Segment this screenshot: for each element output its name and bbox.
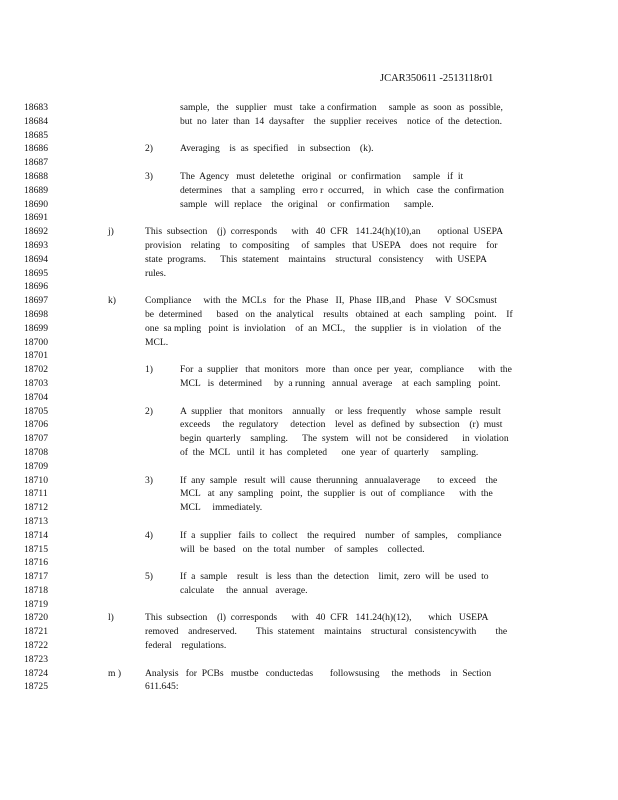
text-line (0, 211, 618, 225)
line-number: 18698 (24, 308, 48, 320)
line-number: 18699 (24, 322, 48, 334)
line-number: 18719 (24, 598, 48, 610)
text-line (0, 639, 618, 653)
text-line (0, 294, 618, 308)
line-number: 18687 (24, 157, 48, 169)
line-text: MCL is determined by a running annual average at each sampling point. (180, 377, 501, 389)
line-text: state programs. This statement maintains structural consistency with USEPA (145, 253, 487, 265)
line-number: 18710 (24, 474, 48, 486)
text-line (0, 198, 618, 212)
text-line (0, 501, 618, 515)
document-body (0, 101, 618, 694)
line-text: provision relating to compositing of samples that USEPA does not require for (145, 239, 498, 251)
text-line (0, 446, 618, 460)
text-line (0, 405, 618, 419)
line-number: 18683 (24, 102, 48, 113)
text-line (0, 680, 618, 694)
text-line (0, 267, 618, 281)
line-text: If a supplier fails to collect the required number of samples, compliance (180, 529, 502, 541)
line-text: The Agency must deletethe original or confirmation sample if it (180, 170, 464, 182)
line-number: 18723 (24, 653, 48, 665)
text-line (0, 377, 618, 391)
text-line (0, 474, 618, 488)
line-text: 611.645: (145, 681, 179, 693)
text-line (0, 432, 618, 446)
line-number: 18724 (24, 667, 48, 679)
text-line (0, 556, 618, 570)
line-number: 18709 (24, 460, 48, 472)
line-number: 18693 (24, 239, 48, 251)
line-number: 18697 (24, 295, 48, 307)
line-text: If any sample result will cause therunning annualaverage to exceed the (180, 474, 498, 486)
line-text: For a supplier that monitors more than once per year, compliance with the (180, 364, 512, 376)
line-number: 18722 (24, 640, 48, 652)
item-label: j) (108, 226, 114, 238)
text-line (0, 336, 618, 350)
line-text: sample will replace the original or confirmation sample. (180, 198, 434, 210)
text-line (0, 280, 618, 294)
line-number: 18702 (24, 364, 48, 376)
line-text: MCL. (145, 336, 169, 348)
line-text: A supplier that monitors annually or less frequently whose sample result (180, 405, 501, 417)
line-number: 18685 (24, 129, 48, 141)
text-line (0, 184, 618, 198)
line-text: calculate the annual average. (180, 584, 308, 596)
text-line (0, 349, 618, 363)
line-number: 18721 (24, 626, 48, 638)
line-number: 18686 (24, 143, 48, 155)
line-text: will be based on the total number of samples collected. (180, 543, 425, 555)
text-line (0, 142, 618, 156)
line-text: Averaging is as specified in subsection (k). (180, 143, 374, 155)
line-number: 18711 (24, 488, 48, 500)
line-number: 18704 (24, 391, 48, 403)
line-text: rules. (145, 267, 167, 279)
line-text: Analysis for PCBs mustbe conductedas followsusing the methods in Section (145, 667, 492, 679)
line-number: 18714 (24, 529, 48, 541)
line-number: 18718 (24, 584, 48, 596)
text-line (0, 391, 618, 405)
line-number: 18694 (24, 253, 48, 265)
line-number: 18690 (24, 198, 48, 210)
line-number: 18708 (24, 446, 48, 458)
item-label: 4) (145, 529, 153, 541)
line-number: 18703 (24, 377, 48, 389)
line-number: 18717 (24, 571, 48, 583)
text-line (0, 487, 618, 501)
text-line (0, 460, 618, 474)
text-line (0, 653, 618, 667)
text-line (0, 170, 618, 184)
line-number: 18725 (24, 681, 48, 693)
text-line (0, 543, 618, 557)
text-line (0, 418, 618, 432)
line-text: MCL at any sampling point, the supplier is out of compliance with the (180, 488, 493, 500)
item-label: m ) (108, 667, 122, 679)
line-number: 18688 (24, 170, 48, 182)
text-line (0, 156, 618, 170)
line-number: 18716 (24, 557, 48, 569)
line-text: This subsection (j) corresponds with 40 CFR 141.24(h)(10),an optional USEPA (145, 226, 504, 238)
text-line (0, 129, 618, 143)
line-text: sample, the supplier must take a confirmation sample as soon as possible, (180, 102, 503, 113)
line-number: 18706 (24, 419, 48, 431)
line-text: determines that a sampling erro r occurred, in which case the confirmation (180, 184, 504, 196)
line-number: 18692 (24, 226, 48, 238)
text-line (0, 253, 618, 267)
line-text: exceeds the regulatory detection level as defined by subsection (r) must (180, 419, 503, 431)
text-line (0, 570, 618, 584)
line-number: 18701 (24, 350, 48, 362)
item-label: 2) (145, 405, 153, 417)
line-number: 18700 (24, 336, 48, 348)
line-text: Compliance with the MCLs for the Phase II, Phase IIB,and Phase V SOCsmust (145, 295, 497, 307)
text-line (0, 584, 618, 598)
line-text: If a sample result is less than the detection limit, zero will be used to (180, 571, 489, 583)
text-line (0, 611, 618, 625)
line-text: federal regulations. (145, 640, 227, 652)
item-label: 3) (145, 474, 153, 486)
line-number: 18684 (24, 115, 48, 127)
text-line (0, 667, 618, 681)
line-number: 18707 (24, 433, 48, 445)
line-text: begin quarterly sampling. The system will not be considered in violation (180, 433, 509, 445)
line-text: This subsection (l) corresponds with 40 CFR 141.24(h)(12), which USEPA (145, 612, 489, 624)
text-line (0, 101, 618, 115)
line-number: 18720 (24, 612, 48, 624)
document-header: JCAR350611 -2513118r01 (380, 73, 494, 84)
text-line (0, 529, 618, 543)
text-line (0, 322, 618, 336)
line-text: MCL immediately. (180, 502, 263, 514)
item-label: 1) (145, 364, 153, 376)
line-number: 18695 (24, 267, 48, 279)
line-text: but no later than 14 daysafter the supplier receives notice of the detection. (180, 115, 503, 127)
item-label: 3) (145, 170, 153, 182)
line-number: 18713 (24, 515, 48, 527)
text-line (0, 225, 618, 239)
text-line (0, 239, 618, 253)
text-line (0, 363, 618, 377)
text-line (0, 598, 618, 612)
item-label: k) (108, 295, 116, 307)
text-line (0, 115, 618, 129)
text-line (0, 308, 618, 322)
text-line (0, 625, 618, 639)
line-text: one sa mpling point is inviolation of an MCL, the supplier is in violation of the (145, 322, 502, 334)
line-number: 18715 (24, 543, 48, 555)
item-label: 2) (145, 143, 153, 155)
line-number: 18689 (24, 184, 48, 196)
line-number: 18712 (24, 502, 48, 514)
item-label: 5) (145, 571, 153, 583)
line-number: 18696 (24, 281, 48, 293)
line-text: removed andreserved. This statement maintains structural consistencywith the (145, 626, 508, 638)
item-label: l) (108, 612, 114, 624)
line-number: 18691 (24, 212, 48, 224)
text-line (0, 515, 618, 529)
line-text: of the MCL until it has completed one year of quarterly sampling. (180, 446, 479, 458)
line-number: 18705 (24, 405, 48, 417)
line-text: be determined based on the analytical results obtained at each sampling point. If (145, 308, 513, 320)
